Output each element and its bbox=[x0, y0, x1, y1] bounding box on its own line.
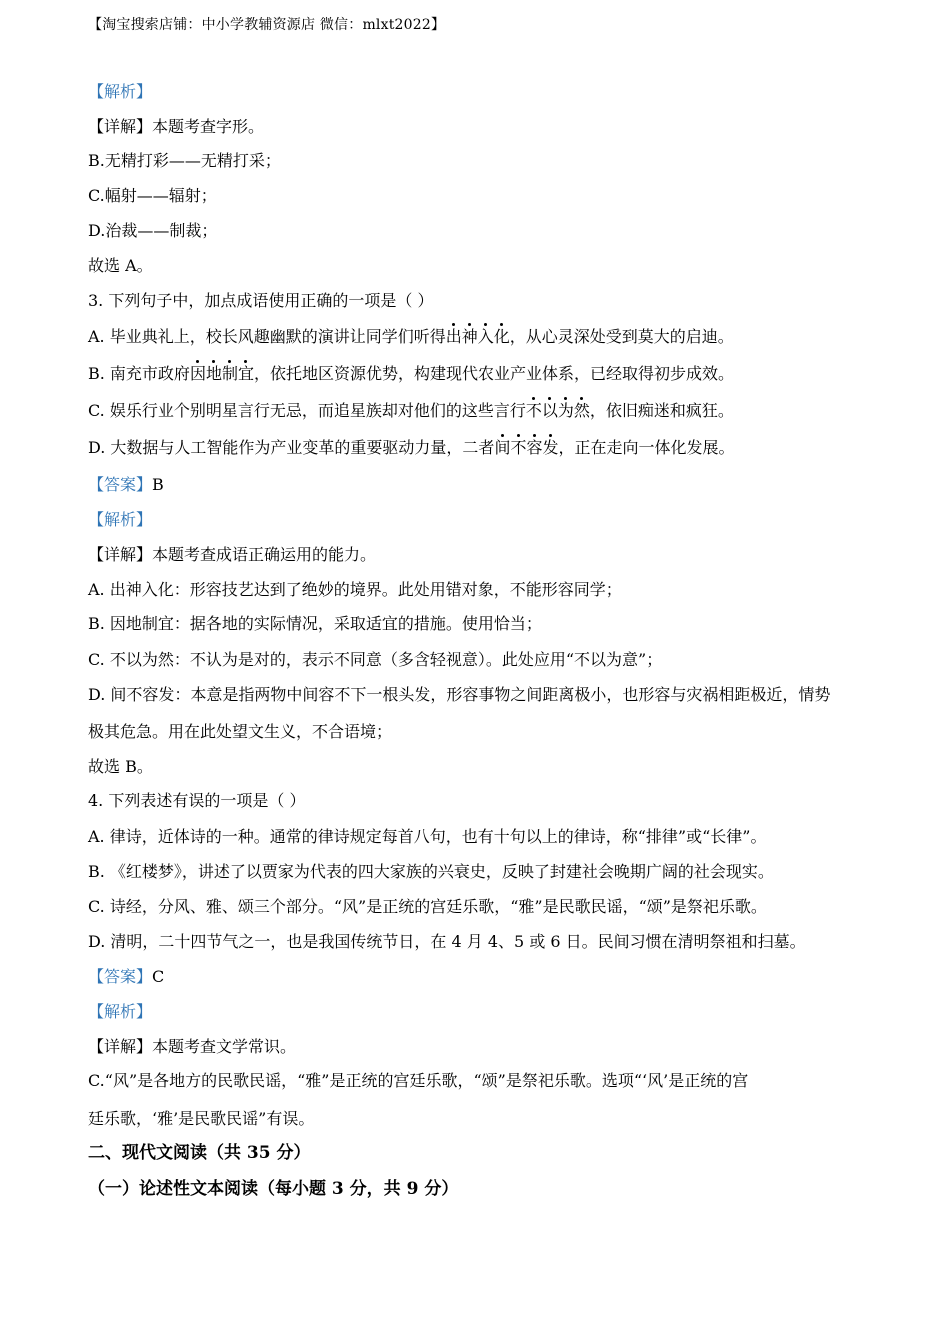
dotted-char: 地 bbox=[205, 364, 222, 383]
dotted-char: 因 bbox=[189, 364, 206, 383]
dotted-char: 出 bbox=[445, 327, 462, 346]
dotted-char: 宜 bbox=[237, 364, 254, 383]
question-3-option-a bbox=[88, 327, 734, 347]
option-text: C. 娱乐行业个别明星言行无忌，而追星族却对他们的这些言行 bbox=[88, 401, 526, 420]
conclusion: 故选 A。 bbox=[88, 256, 153, 275]
question-3-option-c bbox=[88, 401, 734, 421]
option-text: B. 南充市政府 bbox=[88, 364, 190, 383]
question-3-stem: 3. 下列句子中，加点成语使用正确的一项是（ ） bbox=[88, 291, 434, 310]
question-3-option-b bbox=[88, 364, 734, 384]
dotted-char: 容 bbox=[526, 438, 543, 457]
explanation-c: C. 不以为然：不认为是对的，表示不同意（多含轻视意）。此处应用“不以为意”； bbox=[88, 650, 663, 669]
question-4-option-b: B. 《红楼梦》，讲述了以贾家为代表的四大家族的兴衰史，反映了封建社会晚期广阔的社会现实。 bbox=[88, 862, 774, 881]
answer-value: B bbox=[152, 475, 164, 494]
analysis-tag: 【解析】 bbox=[88, 510, 153, 529]
dotted-idiom bbox=[190, 364, 254, 383]
detail-line: 【详解】本题考查字形。 bbox=[88, 117, 265, 136]
option-text: ，依旧痴迷和疯狂。 bbox=[589, 401, 734, 420]
question-4-option-a: A. 律诗，近体诗的一种。通常的律诗规定每首八句，也有十句以上的律诗，称“排律”或“长律”。 bbox=[88, 827, 767, 846]
option-text: ，依托地区资源优势，构建现代农业产业体系，已经取得初步成效。 bbox=[254, 364, 735, 383]
detail-line: 【详解】本题考查成语正确运用的能力。 bbox=[88, 545, 377, 564]
dotted-char: 不 bbox=[510, 438, 527, 457]
explanation-d: D.治裁——制裁； bbox=[88, 221, 218, 240]
explanation-c: C.“风”是各地方的民歌民谣，“雅”是正统的宫廷乐歌，“颂”是祭祀乐歌。选项“‘风’是正统的宫 bbox=[88, 1071, 749, 1090]
option-text: ，从心灵深处受到莫大的启迪。 bbox=[509, 327, 734, 346]
section-subtitle: （一）论述性文本阅读（每小题 3 分，共 9 分） bbox=[88, 1179, 459, 1199]
option-text: A. 毕业典礼上，校长风趣幽默的演讲让同学们听得 bbox=[88, 327, 446, 346]
explanation-d: D. 间不容发：本意是指两物中间容不下一根头发，形容事物之间距离极小，也形容与灾祸相距极近，情势 bbox=[88, 685, 831, 704]
explanation-a: A. 出神入化：形容技艺达到了绝妙的境界。此处用错对象，不能形容同学； bbox=[88, 580, 622, 599]
explanation-c: C.幅射——辐射； bbox=[88, 186, 217, 205]
dotted-char: 不 bbox=[525, 401, 542, 420]
explanation-c-cont: 廷乐歌，‘雅’是民歌民谣”有误。 bbox=[88, 1109, 315, 1128]
question-4-option-c: C. 诗经，分风、雅、颂三个部分。“风”是正统的宫廷乐歌，“雅”是民歌民谣，“颂”是祭祀乐歌。 bbox=[88, 897, 767, 916]
detail-line: 【详解】本题考查文学常识。 bbox=[88, 1037, 297, 1056]
analysis-tag: 【解析】 bbox=[88, 82, 153, 101]
question-4-stem: 4. 下列表述有误的一项是（ ） bbox=[88, 791, 306, 810]
dotted-idiom bbox=[446, 327, 510, 346]
answer-line bbox=[88, 475, 164, 495]
dotted-idiom bbox=[494, 438, 558, 457]
option-text: ，正在走向一体化发展。 bbox=[558, 438, 735, 457]
dotted-char: 化 bbox=[493, 327, 510, 346]
page-header: 【淘宝搜索店铺：中小学教辅资源店 微信：mlxt2022】 bbox=[88, 17, 446, 33]
dotted-char: 神 bbox=[461, 327, 478, 346]
answer-tag: 【答案】 bbox=[88, 475, 153, 494]
question-4-option-d: D. 清明，二十四节气之一，也是我国传统节日，在 4 月 4、5 或 6 日。民间习惯在清明祭祖和扫墓。 bbox=[88, 932, 806, 951]
explanation-b: B. 因地制宜：据各地的实际情况，采取适宜的措施。使用恰当； bbox=[88, 614, 542, 633]
answer-tag: 【答案】 bbox=[88, 967, 153, 986]
explanation-d-cont: 极其危急。用在此处望文生义，不合语境； bbox=[88, 722, 393, 741]
dotted-char: 间 bbox=[494, 438, 511, 457]
conclusion: 故选 B。 bbox=[88, 757, 153, 776]
dotted-char: 入 bbox=[477, 327, 494, 346]
option-text: D. 大数据与人工智能作为产业变革的重要驱动力量，二者 bbox=[88, 438, 495, 457]
explanation-b: B.无精打彩——无精打采； bbox=[88, 151, 281, 170]
dotted-char: 制 bbox=[221, 364, 238, 383]
dotted-char: 发 bbox=[542, 438, 559, 457]
dotted-char: 然 bbox=[573, 401, 590, 420]
analysis-tag: 【解析】 bbox=[88, 1002, 153, 1021]
dotted-char: 为 bbox=[557, 401, 574, 420]
dotted-idiom bbox=[526, 401, 590, 420]
answer-line bbox=[88, 967, 164, 987]
section-title: 二、现代文阅读（共 35 分） bbox=[88, 1143, 311, 1163]
question-3-option-d bbox=[88, 438, 735, 458]
dotted-char: 以 bbox=[541, 401, 558, 420]
answer-value: C bbox=[152, 967, 165, 986]
